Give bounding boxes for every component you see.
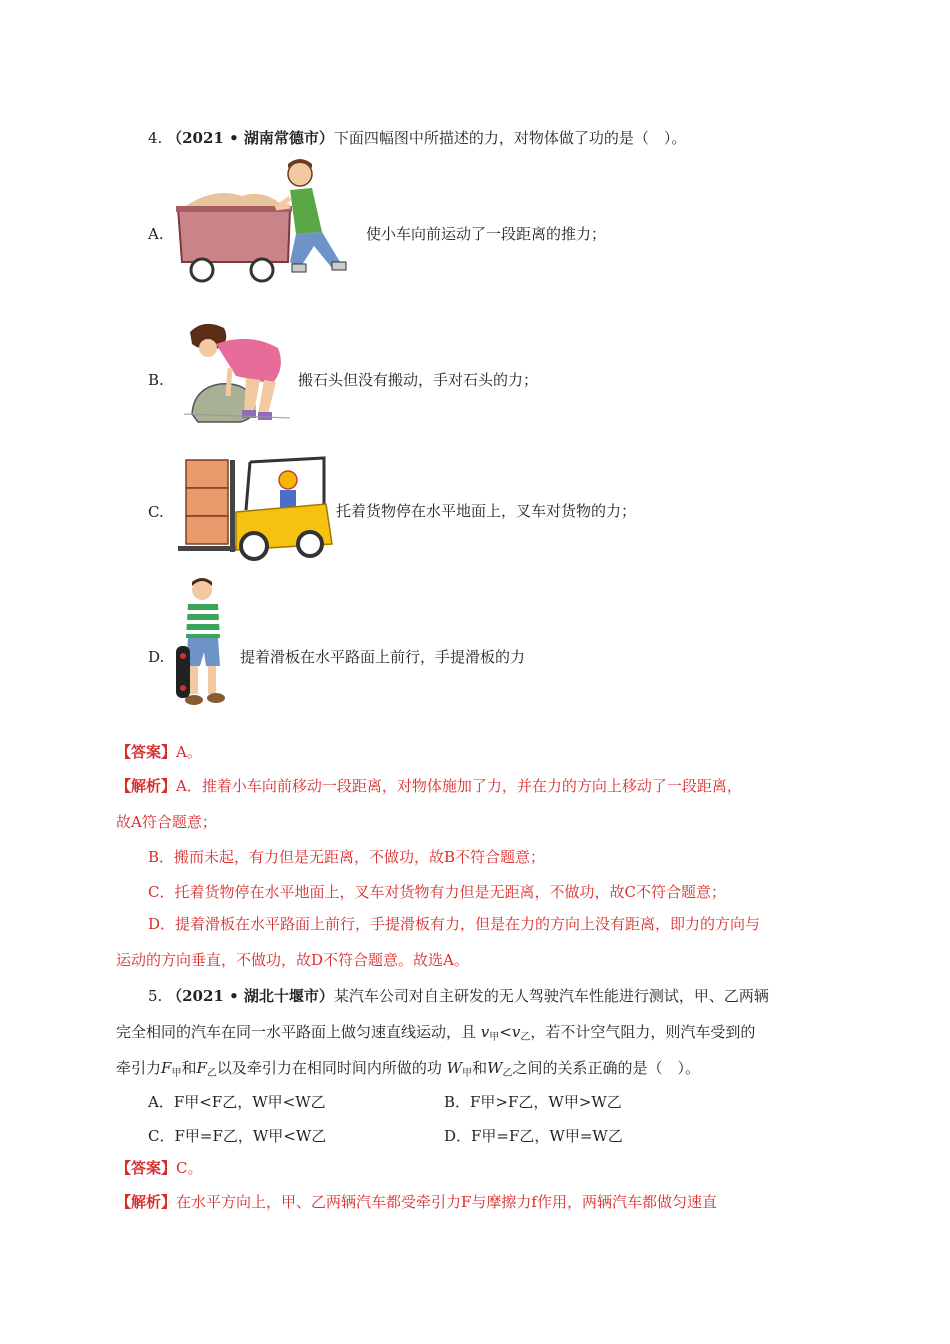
q4-answer-tag: 【答案】 — [116, 743, 177, 761]
q5-stem-3a: 牵引力 — [116, 1059, 162, 1077]
cart-pushing-illustration — [172, 158, 362, 286]
q5-stem-3d: 和 — [472, 1059, 488, 1077]
q5-analysis-tag: 【解析】 — [116, 1193, 177, 1211]
q4-analysis-line-3: B．搬而未起，有力但是无距离，不做功，故B不符合题意； — [148, 848, 546, 866]
q5-answer-tag: 【答案】 — [116, 1159, 177, 1177]
q4-option-c-text: 托着货物停在水平地面上，叉车对货物的力； — [336, 502, 637, 520]
q4-option-d-letter: D. — [148, 648, 165, 666]
q4-stem: 下面四幅图中所描述的力，对物体做了功的是（ ）。 — [333, 129, 687, 147]
q5-stem-3b: 和 — [181, 1059, 197, 1077]
q5-stem-2a: 完全相同的汽车在同一水平路面上做匀速直线运动，且 — [116, 1023, 477, 1041]
q4-analysis-text-1: A．推着小车向前移动一段距离，对物体施加了力，并在力的方向上移动了一段距离， — [176, 777, 742, 795]
q4-analysis-line-6: 运动的方向垂直，不做功，故D不符合题意。故选A。 — [116, 951, 469, 969]
q5-analysis — [116, 1192, 717, 1212]
q5-option-b: B．F甲>F乙，W甲>W乙 — [444, 1093, 622, 1111]
q5-answer-value: C。 — [176, 1159, 203, 1177]
q4-analysis-tag: 【解析】 — [116, 777, 177, 795]
q5-source: （2021 • 湖北十堰市） — [167, 987, 334, 1005]
q5-velocity-relation: $v_甲<v_乙$ — [480, 1023, 531, 1043]
q4-option-c-letter: C. — [148, 503, 164, 521]
q5-option-d: D．F甲=F乙，W甲=W乙 — [444, 1127, 623, 1145]
q4-option-d-text: 提着滑板在水平路面上前行，手提滑板的力 — [240, 648, 526, 666]
q4-option-a-text: 使小车向前运动了一段距离的推力； — [366, 225, 607, 243]
q5-stem-3e: 之间的关系正确的是（ ）。 — [512, 1059, 701, 1077]
q5-analysis-text: 在水平方向上，甲、乙两辆汽车都受牵引力F与摩擦力f作用，两辆汽车都做匀速直 — [176, 1193, 717, 1211]
lifting-stone-illustration — [180, 318, 292, 426]
q4-header — [148, 128, 686, 148]
q4-source: （2021 • 湖南常德市） — [167, 129, 334, 147]
q5-stem-1: 某汽车公司对自主研发的无人驾驶汽车性能进行测试，甲、乙两辆 — [333, 987, 769, 1005]
q5-number: 5. — [148, 987, 163, 1005]
q5-answer — [116, 1158, 203, 1178]
q5-stem-line-3: 牵引力$F_甲$和$F_乙$以及牵引力在相同时间内所做的功 $W_甲$和$W_乙$之间的关系正确的是（ ）。 — [116, 1059, 701, 1079]
q4-number: 4. — [148, 129, 163, 147]
q5-stem-3c: 以及牵引力在相同时间内所做的功 — [216, 1059, 442, 1077]
q5-stem-2b: ，若不计空气阻力，则汽车受到的 — [530, 1023, 756, 1041]
q4-option-b-text: 搬石头但没有搬动，手对石头的力； — [298, 371, 539, 389]
q4-answer-value: A。 — [176, 743, 202, 761]
q4-analysis-line-2: 故A符合题意； — [116, 813, 217, 831]
q4-analysis-line-4: C．托着货物停在水平地面上，叉车对货物有力但是无距离，不做功，故C不符合题意； — [148, 883, 726, 901]
q4-analysis-line-1 — [116, 776, 742, 796]
q5-option-a: A．F甲<F乙，W甲<W乙 — [148, 1093, 326, 1111]
q4-analysis-line-5: D．提着滑板在水平路面上前行，手提滑板有力，但是在力的方向上没有距离，即力的方向与 — [148, 915, 761, 933]
skateboard-carrying-illustration — [172, 576, 236, 712]
q4-option-a-letter: A. — [148, 225, 164, 243]
forklift-illustration — [176, 452, 334, 562]
q4-option-b-letter: B. — [148, 371, 164, 389]
q4-answer — [116, 742, 202, 762]
q5-stem-line-2 — [116, 1022, 755, 1048]
q5-header — [148, 986, 769, 1006]
q5-option-c: C．F甲=F乙，W甲<W乙 — [148, 1127, 327, 1145]
